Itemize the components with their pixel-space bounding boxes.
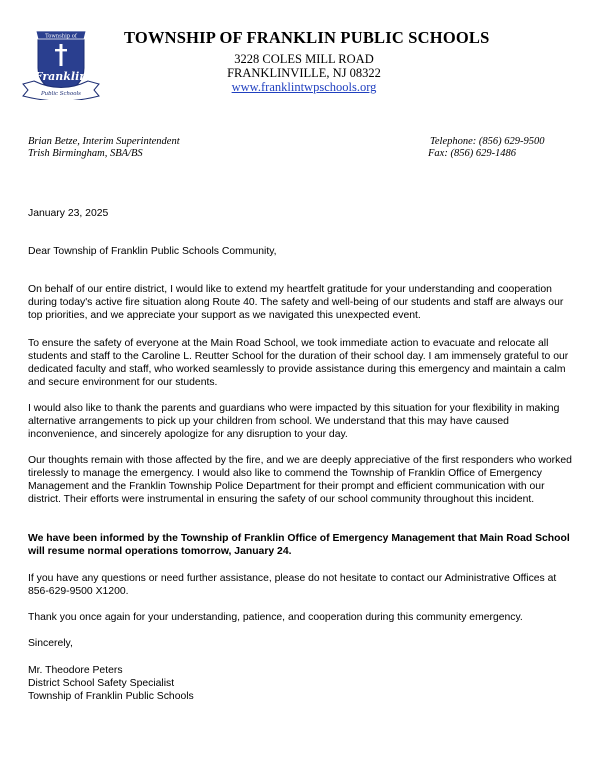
website-link[interactable]: www.franklintwpschools.org bbox=[231, 80, 377, 94]
address-line-1: 3228 COLES MILL ROAD bbox=[234, 52, 374, 66]
business-admin-name: Trish Birmingham, SBA/BS bbox=[28, 148, 143, 159]
crest-top-text: Township of bbox=[45, 33, 77, 40]
paragraph-contact: If you have any questions or need further assistance, please do not hesitate to contact our Administrative Offices at 856-629-9500 X1200. bbox=[28, 573, 557, 597]
paragraph-thank-you: Thank you once again for your understanding, patience, and cooperation during this community emergency. bbox=[28, 612, 523, 623]
address-line-2: FRANKLINVILLE, NJ 08322 bbox=[227, 66, 381, 80]
letter-closing: Sincerely, bbox=[28, 638, 73, 649]
signature-organization: Township of Franklin Public Schools bbox=[28, 691, 194, 702]
crest-torch-crossbar bbox=[55, 49, 67, 51]
crest-script-name: Franklin bbox=[34, 70, 88, 83]
superintendent-name: Brian Betze, Interim Superintendent bbox=[28, 136, 180, 147]
paragraph-first-responders: Our thoughts remain with those affected by the fire, and we are deeply appreciative of the first responders who worked tirelessly to manage the emergency. I would also like to commend the Township of Franklin Office of Emergency Management and the Franklin Township Police Department for their prompt and efficient communication with our district. Their efforts were instrumental in ensuring the safety of our school community throughout this incident. bbox=[28, 455, 572, 505]
paragraph-resume-operations: We have been informed by the Township of Franklin Office of Emergency Management that Main Road School will resume normal operations tomorrow, January 24. bbox=[28, 533, 570, 557]
crest-bottom-text: Public Schools bbox=[41, 91, 81, 97]
signature-name: Mr. Theodore Peters bbox=[28, 665, 123, 676]
school-name-heading: TOWNSHIP OF FRANKLIN PUBLIC SCHOOLS bbox=[124, 28, 490, 47]
signature-title: District School Safety Specialist bbox=[28, 678, 175, 689]
school-crest-logo bbox=[20, 28, 102, 100]
letter-salutation: Dear Township of Franklin Public Schools Community, bbox=[28, 246, 277, 257]
paragraph-gratitude: On behalf of our entire district, I would like to extend my heartfelt gratitude for your understanding and cooperation during today's active fire situation along Route 40. The safety and well-being of our students and staff are always our top priorities, and we appreciate your support as we navigated this unexpected event. bbox=[28, 284, 564, 321]
paragraph-evacuation: To ensure the safety of everyone at the Main Road School, we took immediate action to evacuate and relocate all students and staff to the Caroline L. Reutter School for the duration of their school day. I am immensely grateful to our dedicated faculty and staff, who worked seamlessly to provide assistance during this emergency and maintain a calm and secure environment for our students. bbox=[28, 338, 569, 388]
crest-torch-icon bbox=[60, 44, 63, 66]
letter-date: January 23, 2025 bbox=[28, 208, 109, 219]
fax-number: Fax: (856) 629-1486 bbox=[428, 148, 517, 159]
paragraph-parents: I would also like to thank the parents and guardians who were impacted by this situation for your flexibility in making alternative arrangements to pick up your children from school. We understand that this may have caused inconvenience, and sincerely apologize for any disruption to your day. bbox=[28, 403, 560, 440]
telephone-number: Telephone: (856) 629-9500 bbox=[430, 136, 545, 147]
